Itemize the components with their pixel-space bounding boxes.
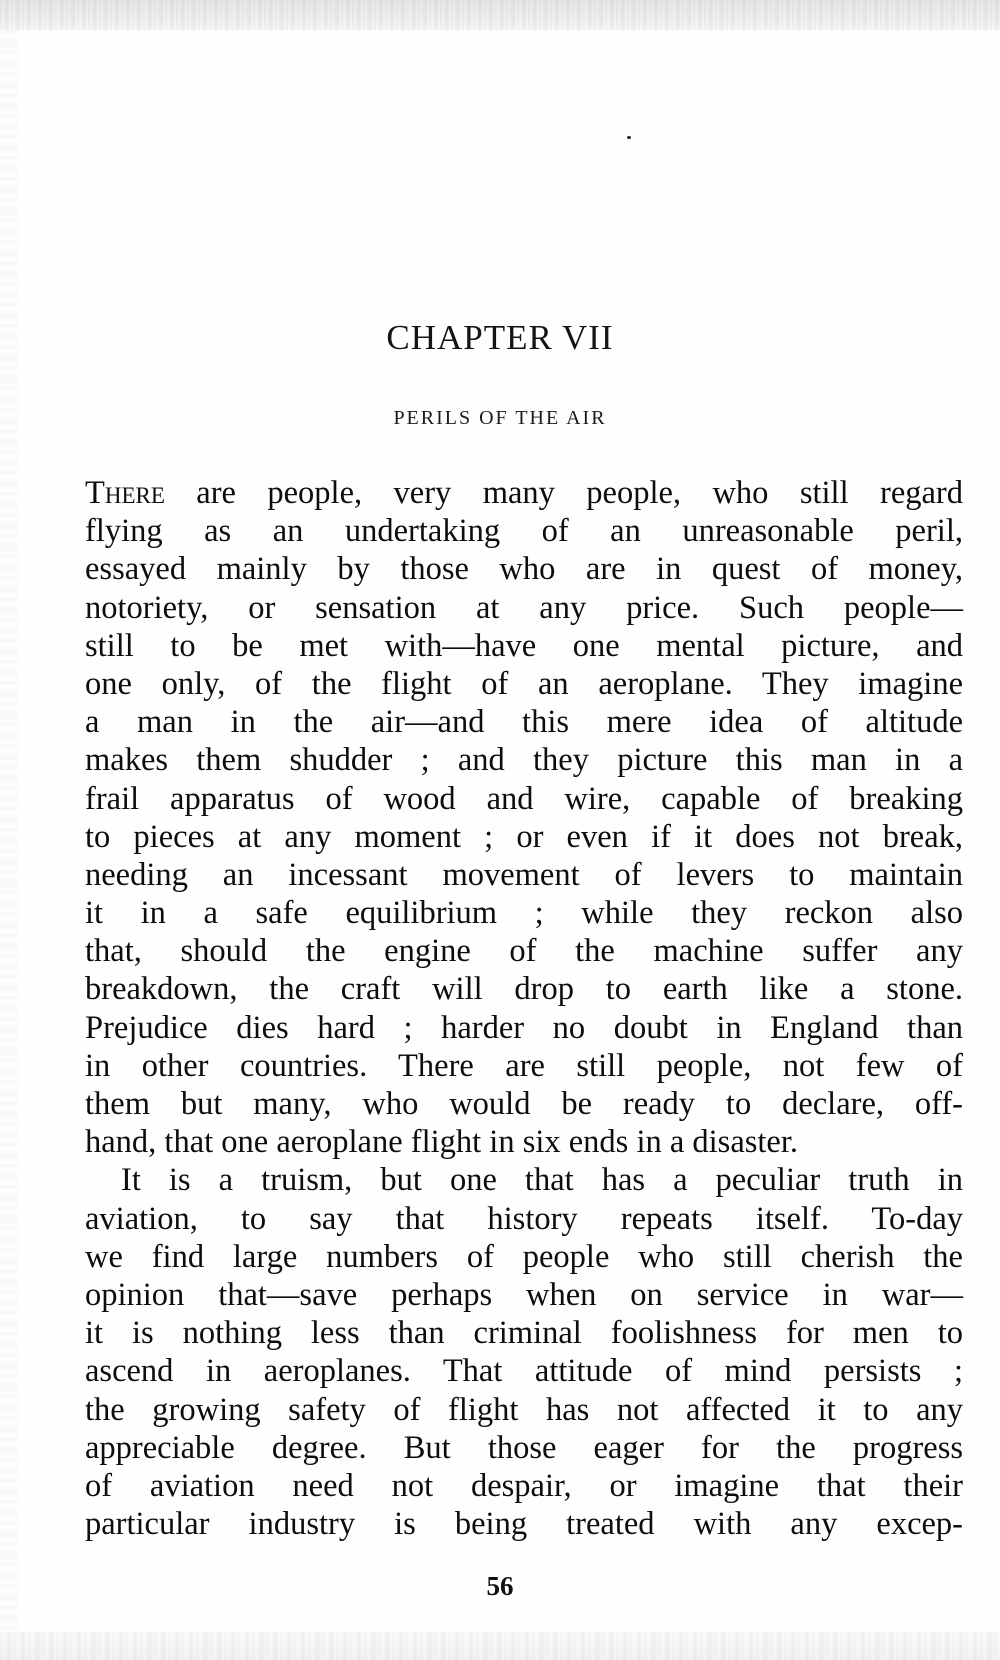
text-line: of aviation need not despair, or imagine that their [85, 1467, 963, 1504]
text-line: them but many, who would be ready to declare, off- [85, 1086, 963, 1122]
line-text: are people, very many people, who still regard [164, 475, 963, 511]
text-line: to pieces at any moment ; or even if it does not break, [85, 818, 963, 855]
scan-noise-bottom [0, 1632, 1000, 1660]
text-line: makes them shudder ; and they picture this man in a [85, 742, 963, 779]
chapter-subtitle: PERILS OF THE AIR [393, 407, 607, 429]
text-line: particular industry is being treated with any excep- [85, 1506, 963, 1543]
text-line: breakdown, the craft will drop to earth like a stone. [85, 971, 963, 1008]
text-line: Prejudice dies hard ; harder no doubt in England than [85, 1009, 963, 1046]
chapter-title: CHAPTER VII [386, 318, 614, 357]
text-line: frail apparatus of wood and wire, capable of breaking [85, 780, 963, 817]
text-line: needing an incessant movement of levers to maintain [85, 856, 963, 893]
scan-noise-left [0, 30, 18, 1630]
text-line: It is a truism, but one that has a peculiar truth in [121, 1162, 963, 1199]
text-line [85, 474, 963, 512]
text-line: that, should the engine of the machine suffer any [85, 933, 963, 970]
page-number: 56 [486, 1571, 514, 1601]
text-line: ascend in aeroplanes. That attitude of mind persists ; [85, 1353, 963, 1390]
text-line: a man in the air—and this mere idea of altitude [85, 704, 963, 741]
body-text [85, 474, 963, 1543]
scan-noise-top [0, 0, 1000, 30]
text-line: flying as an undertaking of an unreasonable peril, [85, 513, 963, 550]
paragraph-2 [85, 1161, 963, 1543]
text-line: hand, that one aeroplane flight in six ends in a disaster. [85, 1124, 799, 1161]
text-line: it in a safe equilibrium ; while they reckon also [85, 895, 963, 932]
text-line: in other countries. There are still people, not few of [85, 1047, 963, 1084]
text-line: we find large numbers of people who still cherish the [85, 1238, 963, 1275]
text-line: aviation, to say that history repeats itself. To-day [85, 1200, 963, 1237]
paragraph-1 [85, 474, 963, 1161]
text-line: notoriety, or sensation at any price. Such people— [85, 589, 963, 626]
text-line: the growing safety of flight has not affected it to any [85, 1391, 963, 1428]
lead-word: There [85, 475, 165, 511]
text-line: still to be met with—have one mental picture, and [85, 627, 963, 664]
text-line: appreciable degree. But those eager for the progress [85, 1429, 963, 1466]
text-line: one only, of the flight of an aeroplane. They imagine [85, 665, 963, 702]
text-line: it is nothing less than criminal foolishness for men to [85, 1315, 963, 1352]
scan-speck [627, 136, 631, 139]
text-line: essayed mainly by those who are in quest of money, [85, 551, 963, 588]
text-line: opinion that—save perhaps when on service in war— [85, 1276, 963, 1313]
